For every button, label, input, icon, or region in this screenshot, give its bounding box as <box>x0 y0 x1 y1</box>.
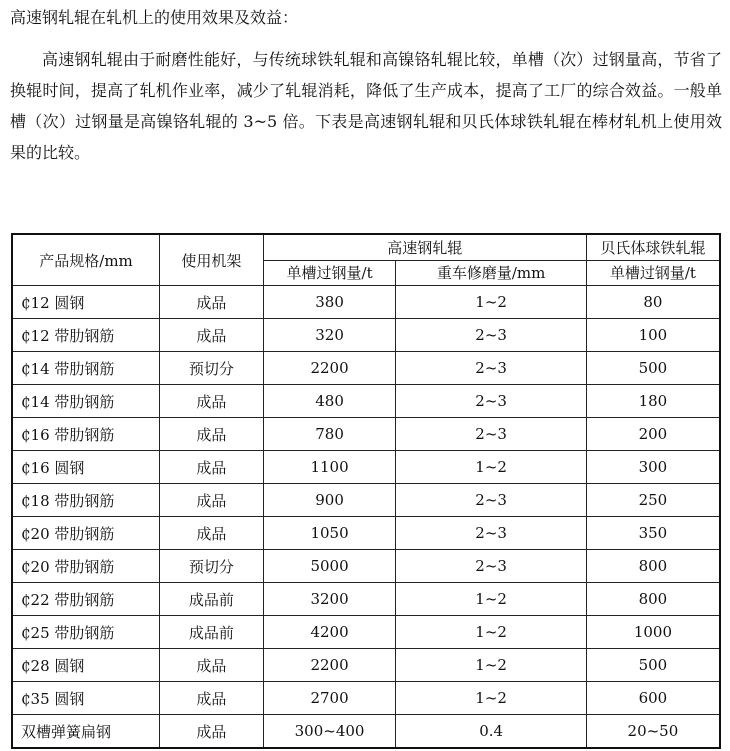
intro-line: 辊在棒材轧机上使用效果的比较。 <box>10 112 722 162</box>
cell-bainite-tonnage: 350 <box>586 517 720 550</box>
intro-text <box>10 6 722 168</box>
cell-bainite-tonnage: 800 <box>586 583 720 616</box>
intro-line: 合效益。一般单槽（次）过钢量是高镍铬轧辊的 3~5 倍。下表是高速钢轧辊和贝氏体球铁轧 <box>10 81 722 131</box>
header-stand: 使用机架 <box>160 234 264 286</box>
table-row <box>12 550 720 583</box>
cell-bainite-tonnage: 300 <box>586 451 720 484</box>
cell-bainite-tonnage: 500 <box>586 352 720 385</box>
cell-hss-tonnage: 2200 <box>263 352 396 385</box>
cell-stand: 预切分 <box>160 352 264 385</box>
table-row <box>12 517 720 550</box>
cell-stand: 成品 <box>160 451 264 484</box>
cell-bainite-tonnage: 600 <box>586 682 720 715</box>
cell-hss-tonnage: 320 <box>263 319 396 352</box>
cell-hss-regrind: 2~3 <box>396 352 586 385</box>
cell-hss-regrind: 1~2 <box>396 583 586 616</box>
cell-hss-regrind: 1~2 <box>396 286 586 319</box>
cell-hss-tonnage: 1050 <box>263 517 396 550</box>
cell-spec: ₵12 圆钢 <box>12 286 160 319</box>
cell-stand: 成品 <box>160 418 264 451</box>
cell-spec: ₵28 圆钢 <box>12 649 160 682</box>
cell-stand: 成品 <box>160 517 264 550</box>
cell-hss-tonnage: 1100 <box>263 451 396 484</box>
table-row <box>12 385 720 418</box>
cell-spec: ₵25 带肋钢筋 <box>12 616 160 649</box>
header-bainite-group: 贝氏体球铁轧辊 <box>586 234 720 260</box>
table-row <box>12 715 720 749</box>
cell-spec: ₵18 带肋钢筋 <box>12 484 160 517</box>
cell-bainite-tonnage: 80 <box>586 286 720 319</box>
cell-spec: ₵35 圆钢 <box>12 682 160 715</box>
cell-hss-regrind: 0.4 <box>396 715 586 749</box>
cell-bainite-tonnage: 800 <box>586 550 720 583</box>
intro-line: 高速钢轧辊由于耐磨性能好，与传统球铁轧辊和高镍铬轧辊比较，单槽（次）过钢量高， <box>42 50 674 69</box>
cell-stand: 成品 <box>160 649 264 682</box>
cell-hss-regrind: 1~2 <box>396 451 586 484</box>
cell-spec: ₵22 带肋钢筋 <box>12 583 160 616</box>
table-row <box>12 319 720 352</box>
header-hss-tonnage: 单槽过钢量/t <box>263 260 396 286</box>
table-row <box>12 616 720 649</box>
cell-bainite-tonnage: 1000 <box>586 616 720 649</box>
cell-spec: ₵12 带肋钢筋 <box>12 319 160 352</box>
section-title: 高速钢轧辊在轧机上的使用效果及效益： <box>10 8 299 27</box>
cell-bainite-tonnage: 250 <box>586 484 720 517</box>
cell-hss-tonnage: 2700 <box>263 682 396 715</box>
header-bainite-tonnage: 单槽过钢量/t <box>586 260 720 286</box>
cell-bainite-tonnage: 500 <box>586 649 720 682</box>
header-hss-regrind: 重车修磨量/mm <box>396 260 586 286</box>
header-hss-group: 高速钢轧辊 <box>263 234 586 260</box>
cell-stand: 成品 <box>160 484 264 517</box>
cell-bainite-tonnage: 100 <box>586 319 720 352</box>
cell-hss-regrind: 1~2 <box>396 649 586 682</box>
cell-spec: ₵16 圆钢 <box>12 451 160 484</box>
cell-hss-tonnage: 380 <box>263 286 396 319</box>
cell-spec: ₵20 带肋钢筋 <box>12 550 160 583</box>
cell-hss-tonnage: 780 <box>263 418 396 451</box>
cell-hss-regrind: 1~2 <box>396 682 586 715</box>
cell-hss-tonnage: 4200 <box>263 616 396 649</box>
cell-stand: 预切分 <box>160 550 264 583</box>
table-row <box>12 583 720 616</box>
intro-line: 节省了换辊时间，提高了轧机作业率，减少了轧辊消耗，降低了生产成本，提高了工厂的综 <box>10 50 722 100</box>
cell-stand: 成品 <box>160 319 264 352</box>
cell-stand: 成品 <box>160 286 264 319</box>
cell-hss-regrind: 2~3 <box>396 484 586 517</box>
table-row <box>12 286 720 319</box>
comparison-table <box>11 233 721 749</box>
cell-bainite-tonnage: 20~50 <box>586 715 720 749</box>
cell-spec: ₵20 带肋钢筋 <box>12 517 160 550</box>
cell-spec: 双槽弹簧扁钢 <box>12 715 160 749</box>
cell-bainite-tonnage: 200 <box>586 418 720 451</box>
cell-hss-regrind: 2~3 <box>396 385 586 418</box>
table-row <box>12 451 720 484</box>
cell-hss-regrind: 1~2 <box>396 616 586 649</box>
table-body <box>12 286 720 749</box>
cell-stand: 成品前 <box>160 616 264 649</box>
table-row <box>12 484 720 517</box>
cell-stand: 成品 <box>160 385 264 418</box>
cell-hss-regrind: 2~3 <box>396 517 586 550</box>
cell-hss-regrind: 2~3 <box>396 550 586 583</box>
cell-hss-regrind: 2~3 <box>396 418 586 451</box>
cell-stand: 成品 <box>160 715 264 749</box>
intro-paragraph <box>10 44 722 168</box>
table-row <box>12 352 720 385</box>
cell-hss-tonnage: 480 <box>263 385 396 418</box>
cell-stand: 成品前 <box>160 583 264 616</box>
cell-hss-tonnage: 2200 <box>263 649 396 682</box>
cell-hss-tonnage: 3200 <box>263 583 396 616</box>
cell-stand: 成品 <box>160 682 264 715</box>
cell-spec: ₵16 带肋钢筋 <box>12 418 160 451</box>
header-spec: 产品规格/mm <box>12 234 160 286</box>
cell-spec: ₵14 带肋钢筋 <box>12 352 160 385</box>
table-row <box>12 649 720 682</box>
cell-hss-regrind: 2~3 <box>396 319 586 352</box>
cell-bainite-tonnage: 180 <box>586 385 720 418</box>
cell-hss-tonnage: 5000 <box>263 550 396 583</box>
cell-spec: ₵14 带肋钢筋 <box>12 385 160 418</box>
table-row <box>12 418 720 451</box>
table-row <box>12 682 720 715</box>
cell-hss-tonnage: 300~400 <box>263 715 396 749</box>
cell-hss-tonnage: 900 <box>263 484 396 517</box>
